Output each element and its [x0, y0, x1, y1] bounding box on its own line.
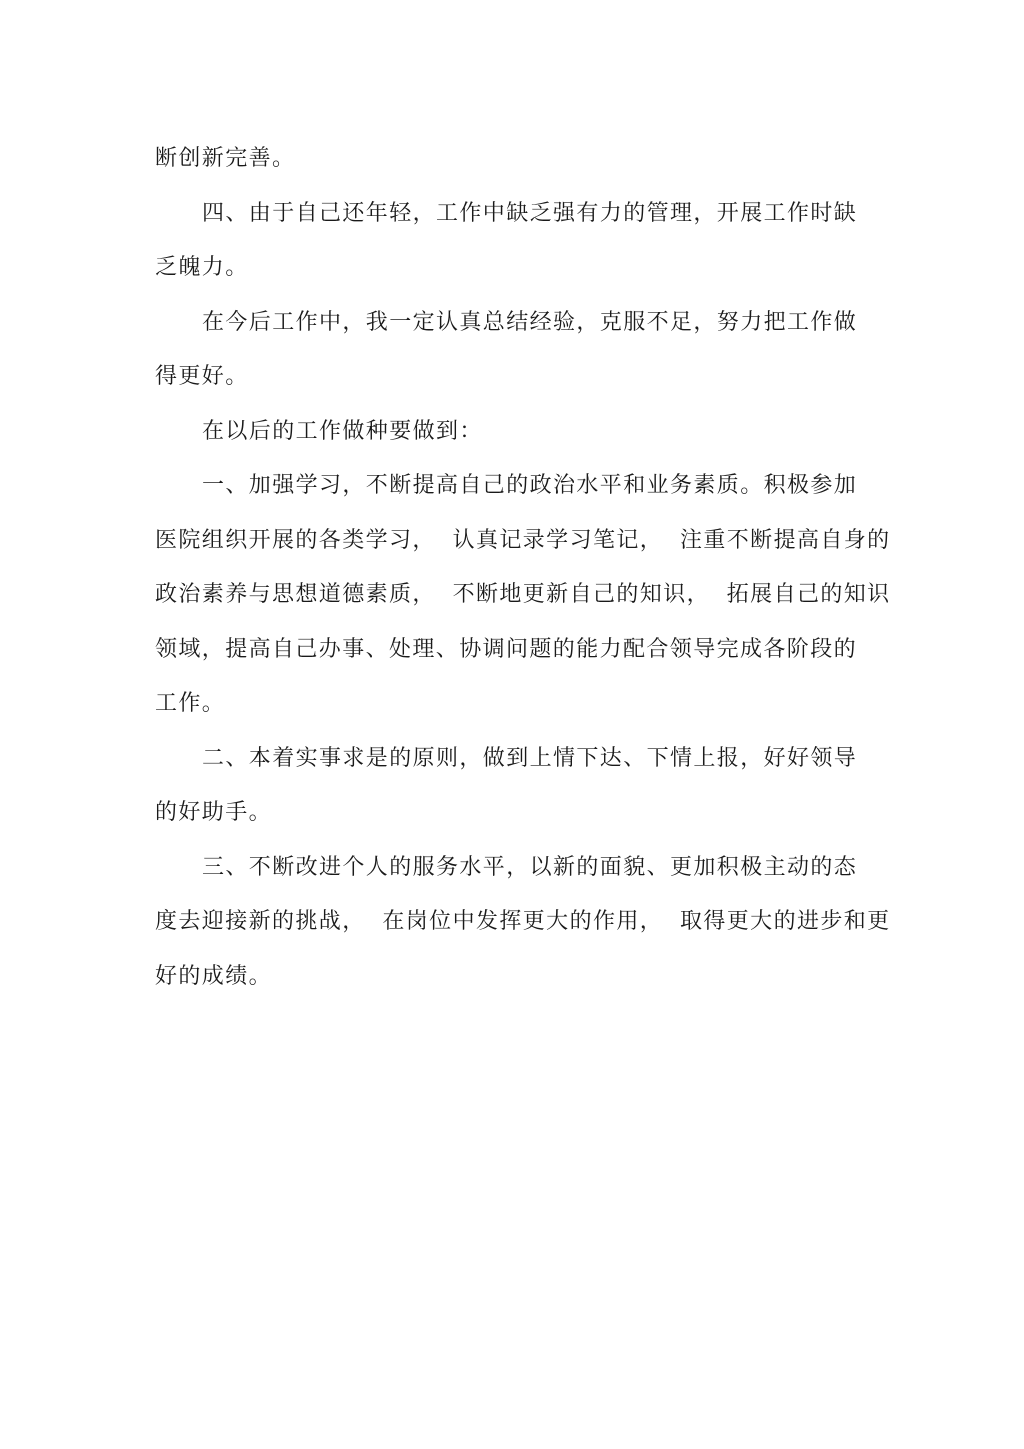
- text-line: 乏魄力。: [155, 255, 249, 280]
- paragraph-start-line: 一、加强学习，不断提高自己的政治水平和业务素质。积极参加: [202, 473, 858, 498]
- text-line: 好的成绩。: [155, 963, 273, 989]
- text-line: 断创新完善。: [155, 146, 296, 171]
- paragraph-start-line: 四、由于自己还年轻，工作中缺乏强有力的管理，开展工作时缺: [202, 200, 858, 226]
- text-line: 政治素养与思想道德素质， 不断地更新自己的知识， 拓展自己的知识: [155, 582, 891, 607]
- text-line: 度去迎接新的挑战， 在岗位中发挥更大的作用， 取得更大的进步和更: [155, 909, 891, 934]
- paragraph-start-line: 二、本着实事求是的原则，做到上情下达、下情上报，好好领导: [202, 745, 858, 771]
- text-line: 工作。: [155, 691, 226, 716]
- text-line: 得更好。: [155, 364, 249, 389]
- paragraph-start-line: 在今后工作中，我一定认真总结经验，克服不足，努力把工作做: [202, 309, 858, 335]
- document-body: [155, 132, 891, 1004]
- text-line: 领域，提高自己办事、处理、协调问题的能力配合领导完成各阶段的: [155, 636, 858, 662]
- text-line: 的好助手。: [155, 800, 273, 825]
- paragraph-start-line: 三、不断改进个人的服务水平，以新的面貌、更加积极主动的态: [202, 854, 858, 880]
- paragraph-start-line: 在以后的工作做种要做到：: [202, 418, 483, 444]
- text-line: 医院组织开展的各类学习， 认真记录学习笔记， 注重不断提高自身的: [155, 527, 891, 553]
